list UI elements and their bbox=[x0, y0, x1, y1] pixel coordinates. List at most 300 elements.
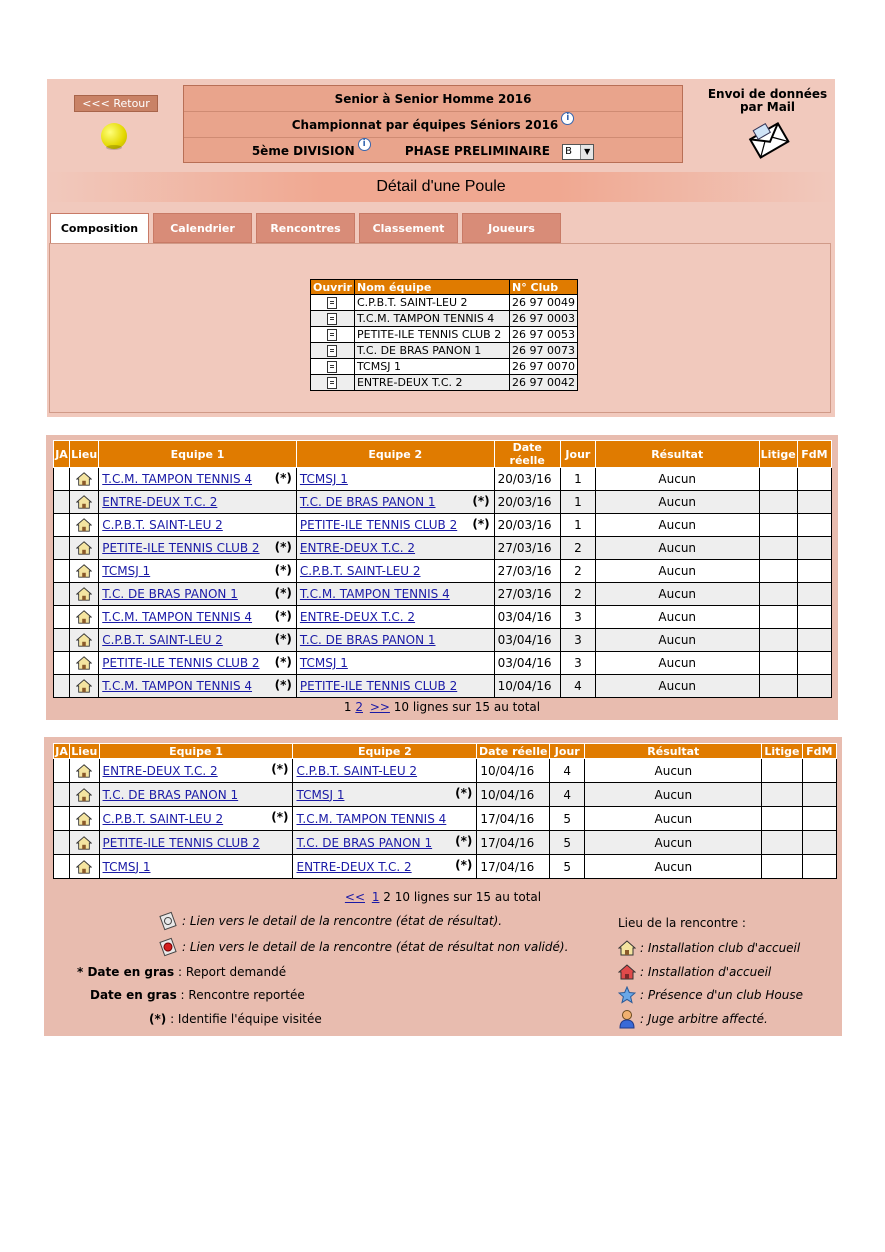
match-row bbox=[54, 491, 832, 514]
litige-cell bbox=[762, 807, 802, 831]
visited-marker: (*) bbox=[274, 609, 292, 623]
visited-marker: (*) bbox=[455, 834, 473, 848]
team1-cell bbox=[99, 468, 297, 491]
litige-cell bbox=[759, 491, 797, 514]
team2-cell bbox=[296, 652, 494, 675]
club-number: 26 97 0049 bbox=[509, 295, 577, 311]
date-cell: 17/04/16 bbox=[477, 807, 550, 831]
home-icon[interactable] bbox=[76, 563, 92, 579]
team2-link[interactable]: T.C.M. TAMPON TENNIS 4 bbox=[299, 587, 450, 601]
team1-link[interactable]: C.P.B.T. SAINT-LEU 2 bbox=[102, 811, 224, 826]
team2-cell bbox=[296, 629, 494, 652]
team2-cell bbox=[296, 514, 494, 537]
col-jour: Jour bbox=[560, 441, 595, 468]
team1-link[interactable]: C.P.B.T. SAINT-LEU 2 bbox=[102, 518, 223, 532]
result-cell: Aucun bbox=[595, 560, 759, 583]
date-cell: 10/04/16 bbox=[477, 759, 550, 783]
info-icon[interactable]: i bbox=[561, 112, 574, 125]
team1-link[interactable]: T.C.M. TAMPON TENNIS 4 bbox=[102, 679, 253, 693]
team2-link[interactable]: T.C. DE BRAS PANON 1 bbox=[299, 633, 436, 647]
document-icon[interactable] bbox=[327, 377, 337, 389]
team1-cell bbox=[99, 652, 297, 675]
ja-cell bbox=[54, 583, 70, 606]
team2-cell bbox=[296, 537, 494, 560]
team1-link[interactable]: T.C.M. TAMPON TENNIS 4 bbox=[102, 472, 253, 486]
fdm-cell bbox=[797, 583, 831, 606]
col-equipe2: Equipe 2 bbox=[296, 441, 494, 468]
club-number: 26 97 0042 bbox=[509, 375, 577, 391]
fdm-cell bbox=[797, 514, 831, 537]
team2-cell bbox=[293, 783, 477, 807]
ja-cell bbox=[54, 652, 70, 675]
team1-cell bbox=[99, 560, 297, 583]
ja-cell bbox=[54, 675, 70, 698]
litige-cell bbox=[759, 629, 797, 652]
legend-referee: : Juge arbitre affecté. bbox=[640, 1012, 768, 1026]
team1-link[interactable]: TCMSJ 1 bbox=[102, 564, 151, 578]
lieu-cell[interactable] bbox=[70, 629, 99, 652]
home-icon[interactable] bbox=[76, 763, 92, 779]
open-team-cell[interactable] bbox=[311, 327, 355, 343]
team2-cell bbox=[293, 855, 477, 879]
result-cell: Aucun bbox=[585, 855, 762, 879]
fdm-cell bbox=[802, 783, 836, 807]
team-name: ENTRE-DEUX T.C. 2 bbox=[354, 375, 509, 391]
lieu-cell[interactable] bbox=[70, 831, 99, 855]
team2-cell bbox=[296, 583, 494, 606]
team2-cell bbox=[293, 759, 477, 783]
litige-cell bbox=[759, 537, 797, 560]
club-number: 26 97 0070 bbox=[509, 359, 577, 375]
team1-cell bbox=[99, 759, 293, 783]
lieu-cell[interactable] bbox=[70, 491, 99, 514]
fdm-cell bbox=[797, 560, 831, 583]
date-cell: 03/04/16 bbox=[494, 606, 560, 629]
jour-cell: 1 bbox=[560, 514, 595, 537]
visited-marker: (*) bbox=[455, 786, 473, 800]
home-icon[interactable] bbox=[76, 811, 92, 827]
team1-cell bbox=[99, 537, 297, 560]
composition-table bbox=[310, 279, 578, 391]
composition-row bbox=[311, 327, 578, 343]
col-jour: Jour bbox=[550, 744, 585, 759]
lieu-cell[interactable] bbox=[70, 537, 99, 560]
col-equipe2: Equipe 2 bbox=[293, 744, 477, 759]
legend-unvalidated-link: : Lien vers le detail de la rencontre (état de résultat non validé). bbox=[182, 940, 569, 954]
result-cell: Aucun bbox=[595, 675, 759, 698]
team1-cell bbox=[99, 855, 293, 879]
jour-cell: 2 bbox=[560, 537, 595, 560]
result-link-icon bbox=[158, 911, 178, 931]
lieu-cell[interactable] bbox=[70, 468, 99, 491]
document-icon[interactable] bbox=[327, 361, 337, 373]
col-num-club: N° Club bbox=[509, 280, 577, 295]
team2-cell bbox=[296, 606, 494, 629]
ja-cell bbox=[54, 855, 70, 879]
col-litige: Litige bbox=[762, 744, 802, 759]
col-ja: JA bbox=[54, 441, 70, 468]
matches-panel-2 bbox=[44, 737, 842, 1036]
home-install-icon bbox=[618, 963, 636, 981]
fdm-cell bbox=[797, 468, 831, 491]
team1-link[interactable]: T.C.M. TAMPON TENNIS 4 bbox=[102, 610, 253, 624]
team2-link[interactable]: TCMSJ 1 bbox=[299, 472, 348, 486]
home-icon[interactable] bbox=[76, 609, 92, 625]
home-icon[interactable] bbox=[76, 540, 92, 556]
legend-lieu-title: Lieu de la rencontre : bbox=[618, 916, 746, 930]
col-date: Date réelle bbox=[494, 441, 560, 468]
document-icon[interactable] bbox=[327, 313, 337, 325]
team2-cell bbox=[296, 491, 494, 514]
lieu-cell[interactable] bbox=[70, 652, 99, 675]
team-name: T.C. DE BRAS PANON 1 bbox=[354, 343, 509, 359]
litige-cell bbox=[759, 652, 797, 675]
home-icon[interactable] bbox=[76, 655, 92, 671]
team2-link[interactable]: T.C. DE BRAS PANON 1 bbox=[299, 495, 436, 509]
team2-link[interactable]: T.C. DE BRAS PANON 1 bbox=[296, 835, 433, 850]
home-icon[interactable] bbox=[76, 859, 92, 875]
match-row bbox=[54, 583, 832, 606]
page-title: Détail d'une Poule bbox=[47, 172, 835, 202]
col-date: Date réelle bbox=[477, 744, 550, 759]
team1-link[interactable]: ENTRE-DEUX T.C. 2 bbox=[102, 763, 218, 778]
legend-result-link: : Lien vers le detail de la rencontre (état de résultat). bbox=[182, 914, 503, 928]
team1-cell bbox=[99, 583, 297, 606]
match-row bbox=[54, 807, 837, 831]
prev-page-link[interactable]: << bbox=[344, 890, 365, 904]
match-row bbox=[54, 783, 837, 807]
litige-cell bbox=[759, 606, 797, 629]
composition-row bbox=[311, 343, 578, 359]
document-icon[interactable] bbox=[327, 345, 337, 357]
team1-link[interactable]: PETITE-ILE TENNIS CLUB 2 bbox=[102, 656, 260, 670]
date-cell: 03/04/16 bbox=[494, 629, 560, 652]
fdm-cell bbox=[797, 629, 831, 652]
open-team-cell[interactable] bbox=[311, 311, 355, 327]
col-fdm: FdM bbox=[797, 441, 831, 468]
litige-cell bbox=[759, 675, 797, 698]
fdm-cell bbox=[802, 759, 836, 783]
result-cell: Aucun bbox=[595, 468, 759, 491]
litige-cell bbox=[759, 583, 797, 606]
open-team-cell[interactable] bbox=[311, 359, 355, 375]
visited-marker: (*) bbox=[274, 586, 292, 600]
club-home-icon bbox=[618, 939, 636, 957]
ja-cell bbox=[54, 606, 70, 629]
next-page-link[interactable]: >> bbox=[369, 700, 390, 714]
chevron-down-icon: ▼ bbox=[580, 145, 593, 159]
visited-marker: (*) bbox=[271, 810, 289, 824]
open-team-cell[interactable] bbox=[311, 295, 355, 311]
litige-cell bbox=[759, 514, 797, 537]
team2-link[interactable]: C.P.B.T. SAINT-LEU 2 bbox=[299, 564, 421, 578]
col-ouvrir: Ouvrir bbox=[311, 280, 355, 295]
jour-cell: 3 bbox=[560, 652, 595, 675]
jour-cell: 1 bbox=[560, 491, 595, 514]
page-1-link[interactable]: 1 bbox=[371, 890, 380, 904]
tab-composition[interactable]: Composition bbox=[50, 213, 149, 244]
club-number: 26 97 0073 bbox=[509, 343, 577, 359]
team2-cell bbox=[293, 807, 477, 831]
jour-cell: 5 bbox=[550, 807, 585, 831]
home-icon[interactable] bbox=[76, 787, 92, 803]
pager-1: 1 2 >> 10 lignes sur 15 au total bbox=[343, 700, 541, 714]
date-cell: 27/03/16 bbox=[494, 537, 560, 560]
team1-link[interactable]: PETITE-ILE TENNIS CLUB 2 bbox=[102, 835, 260, 850]
tab-rencontres[interactable]: Rencontres bbox=[256, 213, 355, 243]
result-cell: Aucun bbox=[595, 606, 759, 629]
lieu-cell[interactable] bbox=[70, 675, 99, 698]
match-row bbox=[54, 537, 832, 560]
result-cell: Aucun bbox=[595, 514, 759, 537]
team2-link[interactable]: T.C.M. TAMPON TENNIS 4 bbox=[296, 811, 447, 826]
team1-cell bbox=[99, 629, 297, 652]
unvalidated-result-link-icon bbox=[158, 937, 178, 957]
litige-cell bbox=[762, 855, 802, 879]
team1-link[interactable]: ENTRE-DEUX T.C. 2 bbox=[102, 495, 218, 509]
result-cell: Aucun bbox=[585, 807, 762, 831]
fdm-cell bbox=[802, 855, 836, 879]
date-cell: 10/04/16 bbox=[494, 675, 560, 698]
lieu-cell[interactable] bbox=[70, 759, 99, 783]
tab-classement[interactable]: Classement bbox=[359, 213, 458, 243]
open-team-cell[interactable] bbox=[311, 343, 355, 359]
team2-cell bbox=[293, 831, 477, 855]
match-row bbox=[54, 468, 832, 491]
lieu-cell[interactable] bbox=[70, 560, 99, 583]
team2-link[interactable]: ENTRE-DEUX T.C. 2 bbox=[296, 859, 412, 874]
ja-cell bbox=[54, 560, 70, 583]
lieu-cell[interactable] bbox=[70, 514, 99, 537]
date-cell: 03/04/16 bbox=[494, 652, 560, 675]
visited-marker: (*) bbox=[472, 494, 490, 508]
date-cell: 20/03/16 bbox=[494, 491, 560, 514]
jour-cell: 2 bbox=[560, 560, 595, 583]
jour-cell: 3 bbox=[560, 606, 595, 629]
col-lieu: Lieu bbox=[70, 441, 99, 468]
result-cell: Aucun bbox=[585, 783, 762, 807]
lieu-cell[interactable] bbox=[70, 606, 99, 629]
col-ja: JA bbox=[55, 744, 68, 758]
col-fdm: FdM bbox=[802, 744, 836, 759]
litige-cell bbox=[762, 783, 802, 807]
title-box bbox=[183, 85, 683, 163]
ja-cell bbox=[54, 629, 70, 652]
visited-marker: (*) bbox=[455, 858, 473, 872]
team2-cell bbox=[296, 560, 494, 583]
team1-cell bbox=[99, 491, 297, 514]
team2-link[interactable]: C.P.B.T. SAINT-LEU 2 bbox=[296, 763, 418, 778]
fdm-cell bbox=[797, 606, 831, 629]
lieu-cell[interactable] bbox=[70, 855, 99, 879]
home-icon[interactable] bbox=[76, 632, 92, 648]
jour-cell: 3 bbox=[560, 629, 595, 652]
document-icon[interactable] bbox=[327, 297, 337, 309]
mail-export-label[interactable]: Envoi de données par Mail bbox=[707, 87, 828, 114]
legend-report-done: Date en gras : Rencontre reportée bbox=[90, 988, 305, 1002]
legend-visited-team: (*) : Identifie l'équipe visitée bbox=[149, 1012, 322, 1026]
home-icon[interactable] bbox=[76, 678, 92, 694]
result-cell: Aucun bbox=[595, 491, 759, 514]
col-resultat: Résultat bbox=[595, 441, 759, 468]
match-row bbox=[54, 560, 832, 583]
litige-cell bbox=[762, 831, 802, 855]
page-2-link[interactable]: 2 bbox=[355, 700, 363, 714]
tab-joueurs[interactable]: Joueurs bbox=[462, 213, 561, 243]
team-name: TCMSJ 1 bbox=[354, 359, 509, 375]
result-cell: Aucun bbox=[585, 759, 762, 783]
visited-marker: (*) bbox=[271, 762, 289, 776]
jour-cell: 4 bbox=[550, 759, 585, 783]
open-team-cell[interactable] bbox=[311, 375, 355, 391]
col-equipe1: Equipe 1 bbox=[99, 441, 297, 468]
result-cell: Aucun bbox=[595, 537, 759, 560]
division-line bbox=[184, 138, 682, 163]
team1-link[interactable]: PETITE-ILE TENNIS CLUB 2 bbox=[102, 541, 260, 555]
club-number: 26 97 0053 bbox=[509, 327, 577, 343]
team2-link[interactable]: TCMSJ 1 bbox=[296, 787, 345, 802]
matches-table-2 bbox=[53, 743, 837, 879]
home-icon[interactable] bbox=[76, 471, 92, 487]
legend-report-requested: * Date en gras : Report demandé bbox=[77, 965, 287, 979]
visited-marker: (*) bbox=[274, 655, 292, 669]
pager-2: << 1 2 10 lignes sur 15 au total bbox=[344, 890, 542, 904]
matches-table-1 bbox=[53, 440, 832, 698]
jour-cell: 4 bbox=[550, 783, 585, 807]
phase-label: PHASE PRELIMINAIRE bbox=[404, 144, 550, 158]
match-row bbox=[54, 606, 832, 629]
lieu-cell[interactable] bbox=[70, 783, 99, 807]
match-row bbox=[54, 759, 837, 783]
team1-cell bbox=[99, 831, 293, 855]
team-name: C.P.B.T. SAINT-LEU 2 bbox=[354, 295, 509, 311]
team2-link[interactable]: TCMSJ 1 bbox=[299, 656, 348, 670]
back-button[interactable]: <<< Retour bbox=[74, 95, 158, 112]
championship-title: Championnat par équipes Séniors 2016 i bbox=[184, 112, 682, 138]
col-lieu: Lieu bbox=[71, 744, 98, 758]
team1-link[interactable]: T.C. DE BRAS PANON 1 bbox=[102, 587, 238, 601]
envelope-icon[interactable] bbox=[748, 119, 790, 161]
result-cell: Aucun bbox=[585, 831, 762, 855]
composition-row bbox=[311, 311, 578, 327]
visited-marker: (*) bbox=[472, 517, 490, 531]
team2-cell bbox=[296, 468, 494, 491]
competition-title: Senior à Senior Homme 2016 bbox=[184, 86, 682, 112]
col-resultat: Résultat bbox=[585, 744, 762, 759]
col-equipe1: Equipe 1 bbox=[99, 744, 293, 759]
legend-club-home: : Installation club d'accueil bbox=[640, 941, 801, 955]
home-icon[interactable] bbox=[76, 586, 92, 602]
date-cell: 17/04/16 bbox=[477, 855, 550, 879]
composition-row bbox=[311, 295, 578, 311]
referee-icon bbox=[618, 1009, 636, 1029]
team2-link[interactable]: ENTRE-DEUX T.C. 2 bbox=[299, 541, 416, 555]
visited-marker: (*) bbox=[274, 540, 292, 554]
ja-cell bbox=[54, 491, 70, 514]
composition-row bbox=[311, 359, 578, 375]
visited-marker: (*) bbox=[274, 678, 292, 692]
jour-cell: 1 bbox=[560, 468, 595, 491]
date-cell: 27/03/16 bbox=[494, 583, 560, 606]
team1-cell bbox=[99, 514, 297, 537]
tennis-ball-icon bbox=[101, 123, 127, 149]
team1-cell bbox=[99, 807, 293, 831]
home-icon[interactable] bbox=[76, 835, 92, 851]
visited-marker: (*) bbox=[274, 632, 292, 646]
team1-link[interactable]: TCMSJ 1 bbox=[102, 859, 151, 874]
matches-panel-1 bbox=[46, 435, 838, 720]
jour-cell: 5 bbox=[550, 855, 585, 879]
team2-link[interactable]: PETITE-ILE TENNIS CLUB 2 bbox=[299, 679, 458, 693]
team2-link[interactable]: ENTRE-DEUX T.C. 2 bbox=[299, 610, 416, 624]
fdm-cell bbox=[797, 537, 831, 560]
home-icon[interactable] bbox=[76, 517, 92, 533]
col-litige: Litige bbox=[759, 441, 797, 468]
lieu-cell[interactable] bbox=[70, 583, 99, 606]
fdm-cell bbox=[802, 807, 836, 831]
result-cell: Aucun bbox=[595, 583, 759, 606]
jour-cell: 5 bbox=[550, 831, 585, 855]
date-cell: 27/03/16 bbox=[494, 560, 560, 583]
division-info-icon[interactable]: i bbox=[358, 138, 371, 151]
tab-calendrier[interactable]: Calendrier bbox=[153, 213, 252, 243]
visited-marker: (*) bbox=[274, 471, 292, 485]
match-row bbox=[54, 514, 832, 537]
team1-cell bbox=[99, 675, 297, 698]
visited-marker: (*) bbox=[274, 563, 292, 577]
team2-cell bbox=[296, 675, 494, 698]
club-number: 26 97 0003 bbox=[509, 311, 577, 327]
team2-link[interactable]: PETITE-ILE TENNIS CLUB 2 bbox=[299, 518, 458, 532]
litige-cell bbox=[759, 560, 797, 583]
date-cell: 20/03/16 bbox=[494, 514, 560, 537]
match-row bbox=[54, 675, 832, 698]
lieu-cell[interactable] bbox=[70, 807, 99, 831]
date-cell: 17/04/16 bbox=[477, 831, 550, 855]
division-label: 5ème DIVISION bbox=[251, 144, 355, 158]
ja-cell bbox=[54, 537, 70, 560]
fdm-cell bbox=[797, 675, 831, 698]
col-nom-equipe: Nom équipe bbox=[354, 280, 509, 295]
match-row bbox=[54, 652, 832, 675]
fdm-cell bbox=[797, 491, 831, 514]
team-name: T.C.M. TAMPON TENNIS 4 bbox=[354, 311, 509, 327]
date-cell: 20/03/16 bbox=[494, 468, 560, 491]
result-cell: Aucun bbox=[595, 629, 759, 652]
match-row bbox=[54, 629, 832, 652]
home-icon[interactable] bbox=[76, 494, 92, 510]
team1-link[interactable]: T.C. DE BRAS PANON 1 bbox=[102, 787, 239, 802]
phase-select[interactable]: B ▼ bbox=[562, 144, 594, 160]
legend-club-house: : Présence d'un club House bbox=[640, 988, 803, 1002]
team1-link[interactable]: C.P.B.T. SAINT-LEU 2 bbox=[102, 633, 223, 647]
match-row bbox=[54, 831, 837, 855]
composition-row bbox=[311, 375, 578, 391]
ja-cell bbox=[54, 807, 70, 831]
date-cell: 10/04/16 bbox=[477, 783, 550, 807]
litige-cell bbox=[762, 759, 802, 783]
jour-cell: 4 bbox=[560, 675, 595, 698]
club-house-star-icon bbox=[618, 986, 636, 1004]
document-icon[interactable] bbox=[327, 329, 337, 341]
team1-cell bbox=[99, 783, 293, 807]
litige-cell bbox=[759, 468, 797, 491]
team-name: PETITE-ILE TENNIS CLUB 2 bbox=[354, 327, 509, 343]
ja-cell bbox=[54, 514, 70, 537]
match-row bbox=[54, 855, 837, 879]
fdm-cell bbox=[797, 652, 831, 675]
ja-cell bbox=[54, 468, 70, 491]
